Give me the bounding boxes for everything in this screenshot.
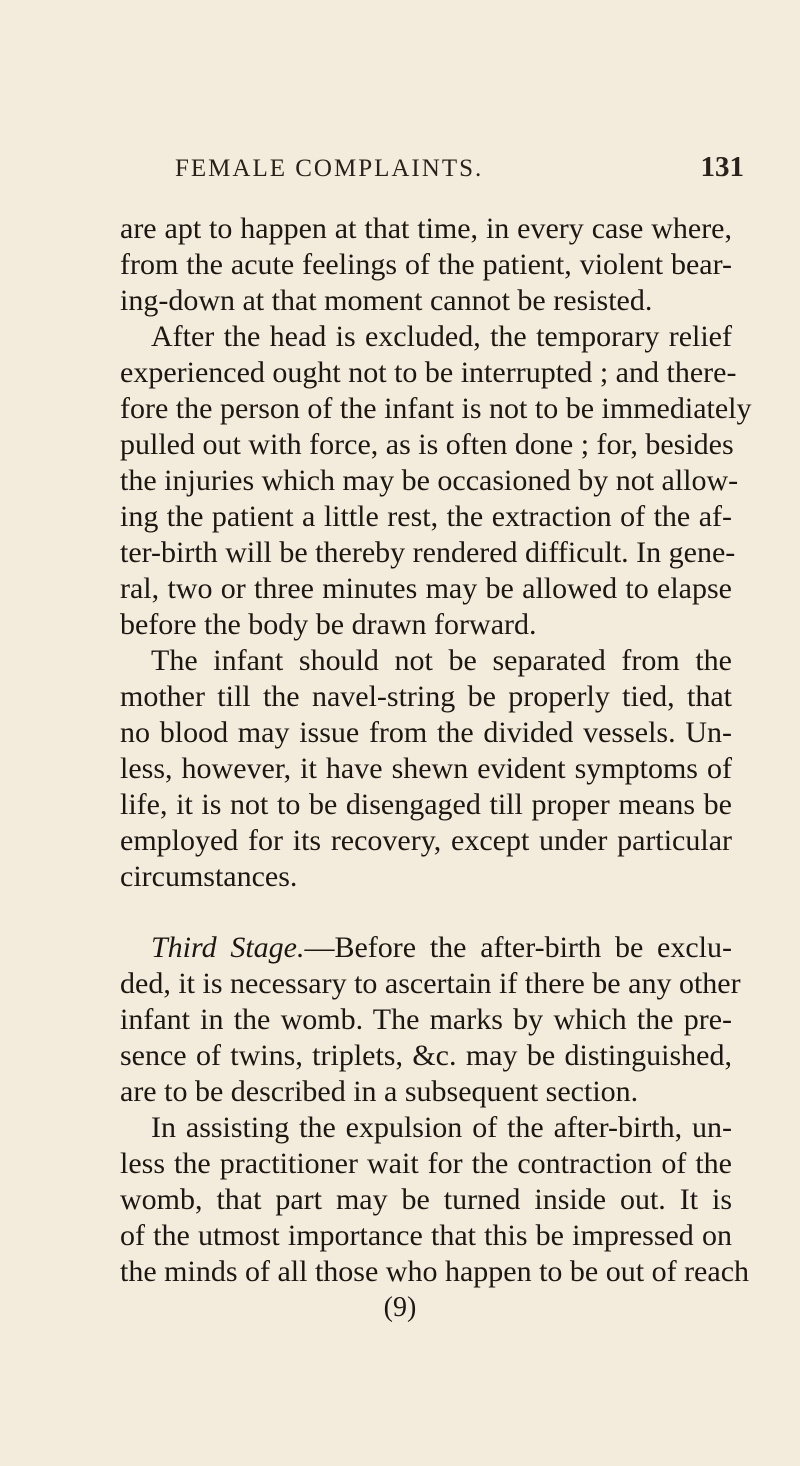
text-line: mother till the navel-string be properly tied, that: [120, 680, 732, 713]
text-line: circumstances.: [120, 860, 298, 893]
section-heading: Third Stage.: [151, 931, 305, 964]
text-line: from the acute feelings of the patient, violent bear-: [120, 248, 732, 281]
text-line: no blood may issue from the divided vessels. Un-: [120, 716, 732, 749]
text-line: After the head is excluded, the temporary relief: [151, 320, 732, 353]
section-heading-rest: —Before the after-birth be exclu-: [304, 931, 732, 964]
text-line: are to be described in a subsequent section.: [120, 1075, 639, 1108]
text-line: the minds of all those who happen to be out of reach: [120, 1255, 750, 1288]
text-line: fore the person of the infant is not to be immediately: [120, 392, 752, 425]
text-line: less the practitioner wait for the contraction of the: [120, 1147, 732, 1180]
signature-mark: (9): [383, 1292, 417, 1323]
text-line: ing-down at that moment cannot be resisted.: [120, 284, 653, 317]
text-line: ral, two or three minutes may be allowed to elapse: [120, 572, 732, 605]
text-line: before the body be drawn forward.: [120, 608, 537, 641]
text-line: employed for its recovery, except under particular: [120, 824, 732, 857]
text-line: are apt to happen at that time, in every case where,: [120, 212, 732, 245]
section-heading-line: [120, 930, 732, 966]
text-line: less, however, it have shewn evident symptoms of: [120, 752, 732, 785]
page-number: 131: [700, 151, 744, 183]
text-line: the injuries which may be occasioned by not allow-: [120, 464, 739, 497]
text-line: infant in the womb. The marks by which the pre-: [120, 1003, 732, 1036]
text-line: In assisting the expulsion of the after-birth, un-: [151, 1111, 732, 1144]
text-line: experienced ought not to be interrupted ; and there-: [120, 356, 737, 389]
text-line: ded, it is necessary to ascertain if there be any other: [120, 967, 741, 1000]
text-line: pulled out with force, as is often done ; for, besides: [120, 428, 734, 461]
text-line: sence of twins, triplets, &c. may be distinguished,: [120, 1039, 732, 1072]
text-line: life, it is not to be disengaged till proper means be: [120, 788, 732, 821]
text-line: The infant should not be separated from the: [151, 644, 732, 677]
text-line: ing the patient a little rest, the extraction of the af-: [120, 500, 732, 533]
text-line: ter-birth will be thereby rendered difficult. In gene-: [120, 536, 736, 569]
text-line: womb, that part may be turned inside out. It is: [120, 1183, 732, 1216]
running-title: FEMALE COMPLAINTS.: [175, 155, 484, 182]
text-line: of the utmost importance that this be impressed on: [120, 1219, 732, 1252]
page-header: [0, 151, 800, 189]
